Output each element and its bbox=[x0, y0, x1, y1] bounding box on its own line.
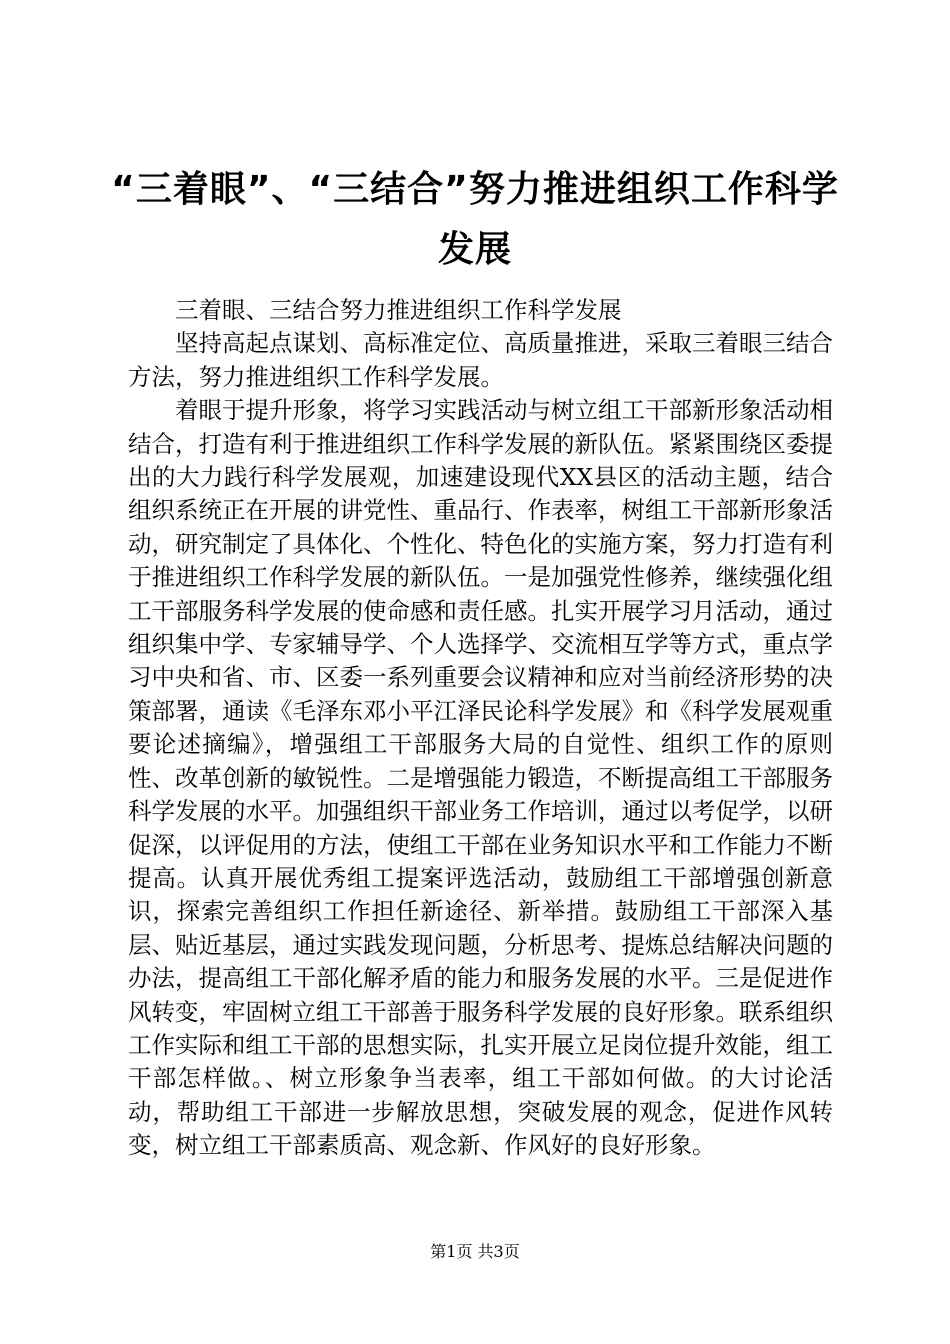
document-body bbox=[128, 294, 833, 1163]
document-title: “三着眼”、“三结合”努力推进组织工作科学发展 bbox=[111, 169, 839, 270]
paragraph-subtitle: 三着眼、三结合努力推进组织工作科学发展 bbox=[175, 296, 622, 324]
paragraph-intro: 坚持高起点谋划、高标准定位、高质量推进，采取三着眼三结合方法，努力推进组织工作科学发展。 bbox=[128, 329, 833, 391]
paragraph-main: 着眼于提升形象，将学习实践活动与树立组工干部新形象活动相结合，打造有利于推进组织工作科学发展的新队伍。紧紧围绕区委提出的大力践行科学发展观，加速建设现代XX县区的活动主题，结合组织系统正在开展的讲党性、重品行、作表率，树组工干部新形象活动，研究制定了具体化、个性化、特色化的实施方案，努力打造有利于推进组织工作科学发展的新队伍。一是加强党性修养，继续强化组工干部服务科学发展的使命感和责任感。扎实开展学习月活动，通过组织集中学、专家辅导学、个人选择学、交流相互学等方式，重点学习中央和省、市、区委一系列重要会议精神和应对当前经济形势的决策部署，通读《毛泽东邓小平江泽民论科学发展》和《科学发展观重要论述摘编》，增强组工干部服务大局的自觉性、组织工作的原则性、改革创新的敏锐性。二是增强能力锻造，不断提高组工干部服务科学发展的水平。加强组织干部业务工作培训，通过以考促学，以研促深，以评促用的方法，使组工干部在业务知识水平和工作能力不断提高。认真开展优秀组工提案评选活动，鼓励组工干部增强创新意识，探索完善组织工作担任新途径、新举措。鼓励组工干部深入基层、贴近基层，通过实践发现问题，分析思考、提炼总结解决问题的办法，提高组工干部化解矛盾的能力和服务发展的水平。三是促进作风转变，牢固树立组工干部善于服务科学发展的良好形象。联系组织工作实际和组工干部的思想实际，扎实开展立足岗位提升效能，组工干部怎样做。、树立形象争当表率，组工干部如何做。的大讨论活动，帮助组工干部进一步解放思想，突破发展的观念，促进作风转变，树立组工干部素质高、观念新、作风好的良好形象。 bbox=[128, 396, 833, 1160]
page-footer: 第1页 共3页 bbox=[430, 1242, 520, 1261]
